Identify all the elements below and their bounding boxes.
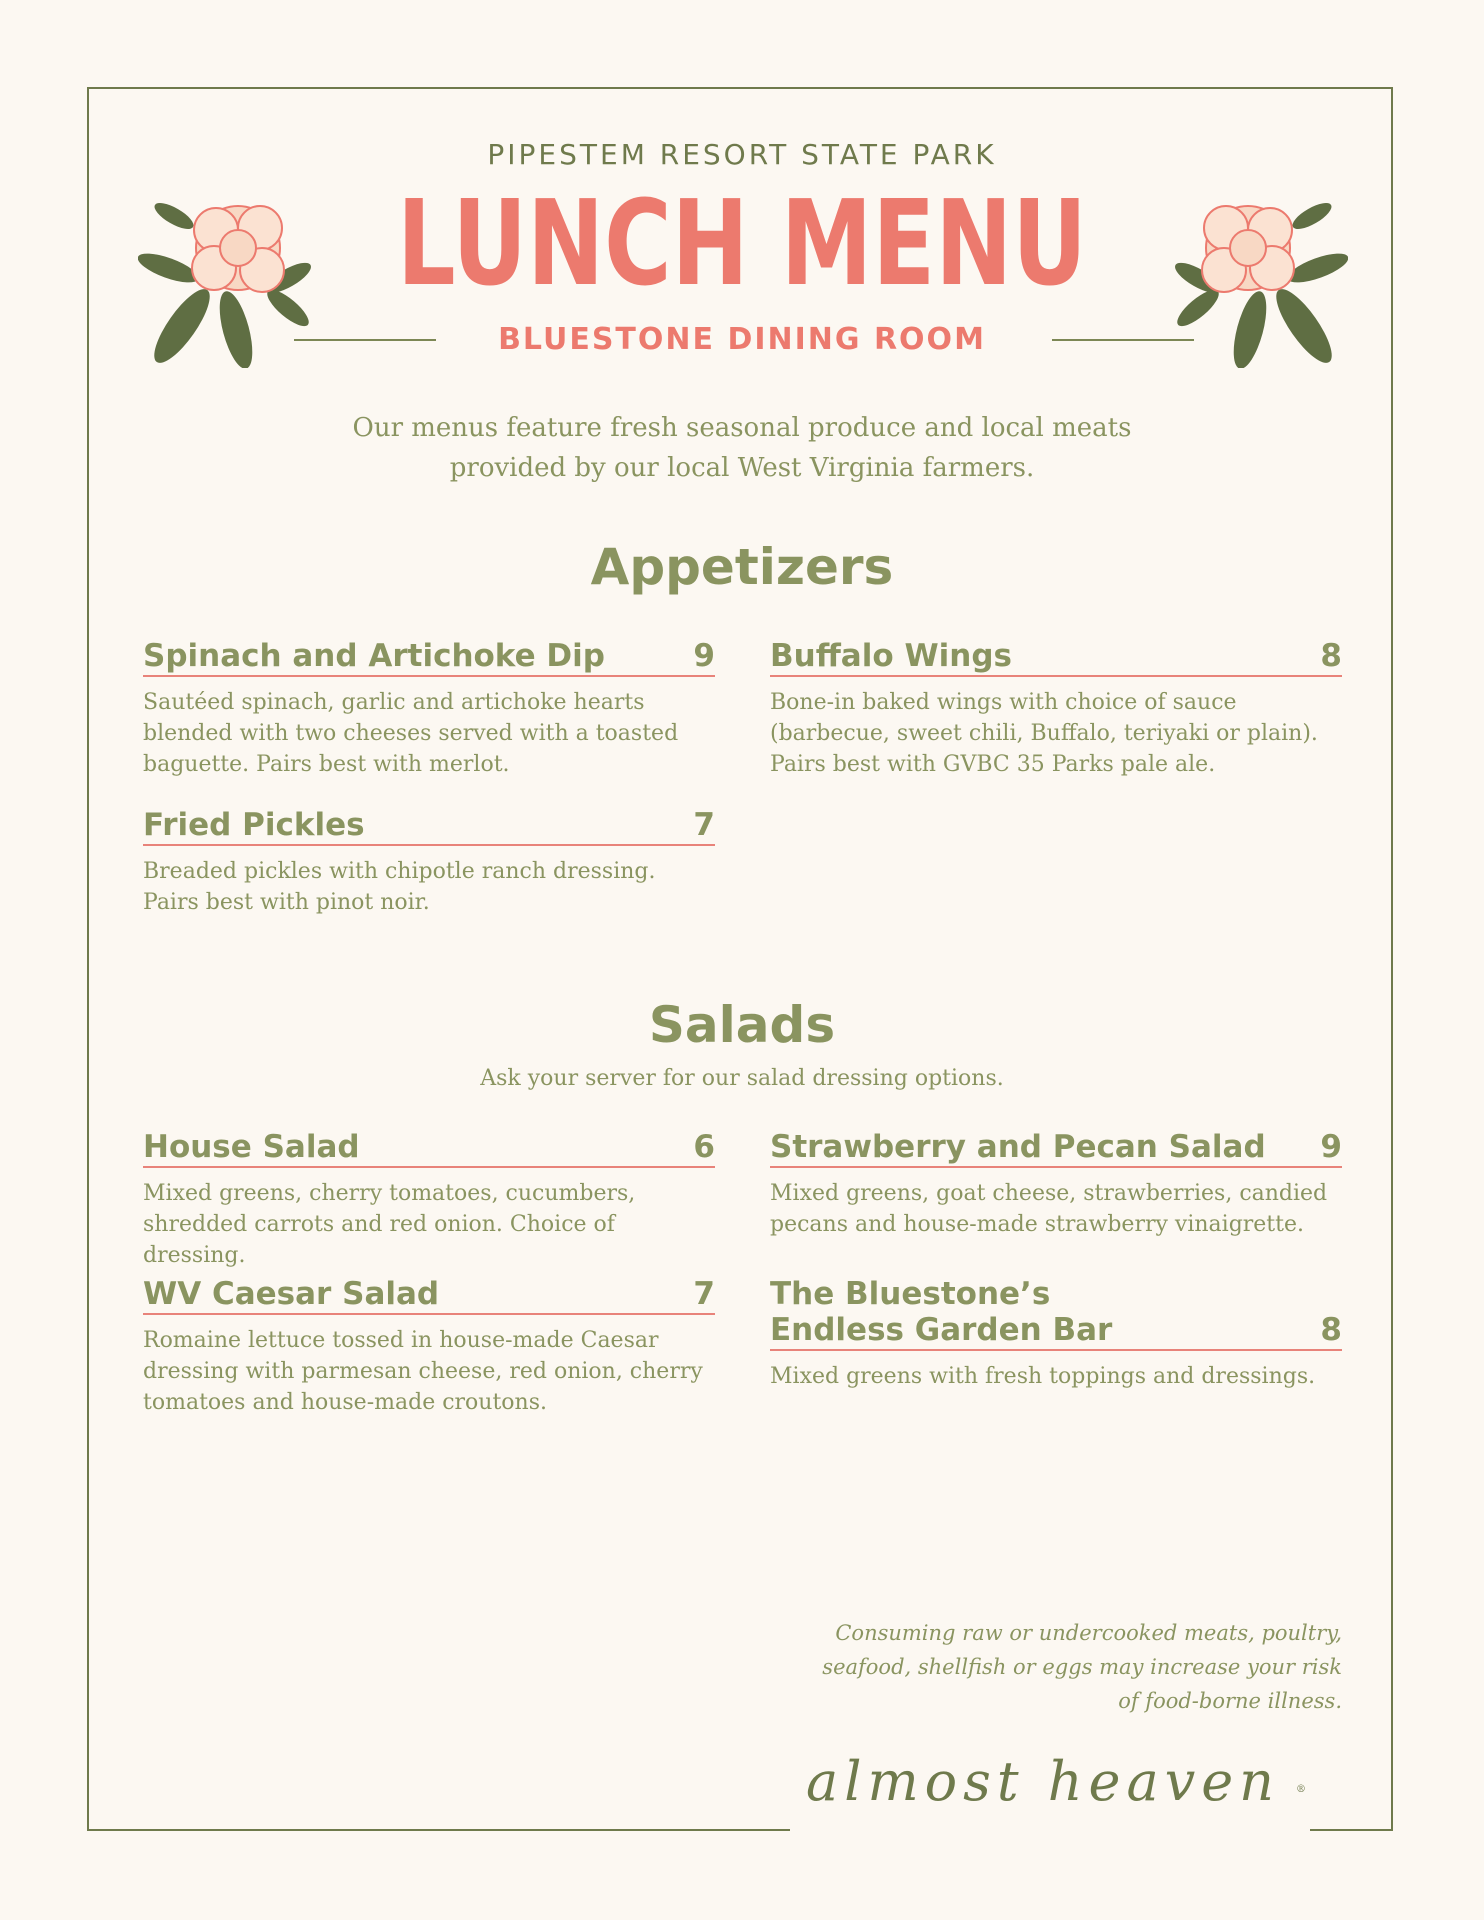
menu-item xyxy=(143,807,715,918)
menu-item-description: Bone-in baked wings with choice of sauce (barbecue, sweet chili, Buffalo, teriyaki or plain). Pairs best with GVBC 35 Parks pale ale. xyxy=(770,690,1318,777)
frame-gap xyxy=(790,1826,1310,1838)
menu-item-header xyxy=(143,1276,715,1315)
intro-text xyxy=(292,408,1192,488)
almost-heaven-signature: almost heaven xyxy=(806,1750,1280,1813)
menu-item-header xyxy=(770,638,1342,677)
menu-item-name: Buffalo Wings xyxy=(770,638,1012,674)
menu-item-name: Fried Pickles xyxy=(143,807,365,843)
menu-item-header xyxy=(770,1276,1342,1351)
menu-item-name: WV Caesar Salad xyxy=(143,1276,440,1312)
menu-item-price: 9 xyxy=(1320,1129,1342,1165)
menu-item-name: Strawberry and Pecan Salad xyxy=(770,1129,1266,1165)
menu-item-header xyxy=(143,638,715,677)
menu-item-price: 8 xyxy=(1320,1312,1342,1348)
menu-item-header xyxy=(770,1129,1342,1168)
page-subtitle: BLUESTONE DINING ROOM xyxy=(498,322,986,357)
menu-item xyxy=(770,1276,1342,1392)
menu-item-description: Breaded pickles with chipotle ranch dressing. Pairs best with pinot noir. xyxy=(143,859,656,915)
menu-item-price: 8 xyxy=(1320,638,1342,674)
menu-item xyxy=(143,638,715,780)
menu-item-price: 9 xyxy=(693,638,715,674)
resort-name: PIPESTEM RESORT STATE PARK xyxy=(487,138,997,171)
divider-right xyxy=(1052,339,1194,341)
menu-item-name: The Bluestone’s Endless Garden Bar xyxy=(770,1276,1113,1348)
page-title: LUNCH MENU xyxy=(396,174,1087,312)
section-title-salads: Salads xyxy=(648,996,836,1054)
menu-item xyxy=(770,638,1342,780)
section-title-appetizers: Appetizers xyxy=(590,538,894,596)
section-note: Ask your server for our salad dressing options. xyxy=(480,1066,1004,1091)
menu-item-price: 6 xyxy=(693,1129,715,1165)
menu-item-description: Mixed greens with fresh toppings and dressings. xyxy=(770,1364,1316,1389)
menu-item-description: Sautéed spinach, garlic and artichoke hearts blended with two cheeses served with a toasted baguette. Pairs best with merlot. xyxy=(143,690,679,777)
intro-line: Our menus feature fresh seasonal produce and local meats xyxy=(352,413,1132,443)
menu-item-description: Romaine lettuce tossed in house-made Caesar dressing with parmesan cheese, red onion, cherry tomatoes and house-made croutons. xyxy=(143,1328,703,1415)
menu-item xyxy=(143,1276,715,1418)
menu-item xyxy=(143,1129,715,1271)
menu-item-header xyxy=(143,807,715,846)
menu-item-name: Spinach and Artichoke Dip xyxy=(143,638,605,674)
menu-item-name: House Salad xyxy=(143,1129,360,1165)
menu-item-price: 7 xyxy=(693,1276,715,1312)
menu-item xyxy=(770,1129,1342,1240)
food-safety-warning: Consuming raw or undercooked meats, poultry, seafood, shellfish or eggs may increase your risk of food-borne illness. xyxy=(822,1621,1342,1713)
menu-item-description: Mixed greens, cherry tomatoes, cucumbers, shredded carrots and red onion. Choice of dressing. xyxy=(143,1181,636,1268)
menu-item-price: 7 xyxy=(693,807,715,843)
menu-item-description: Mixed greens, goat cheese, strawberries, candied pecans and house-made strawberry vinaigrette. xyxy=(770,1181,1328,1237)
menu-item-header xyxy=(143,1129,715,1168)
intro-line: provided by our local West Virginia farmers. xyxy=(449,453,1035,483)
registered-mark: ® xyxy=(1296,1784,1306,1795)
